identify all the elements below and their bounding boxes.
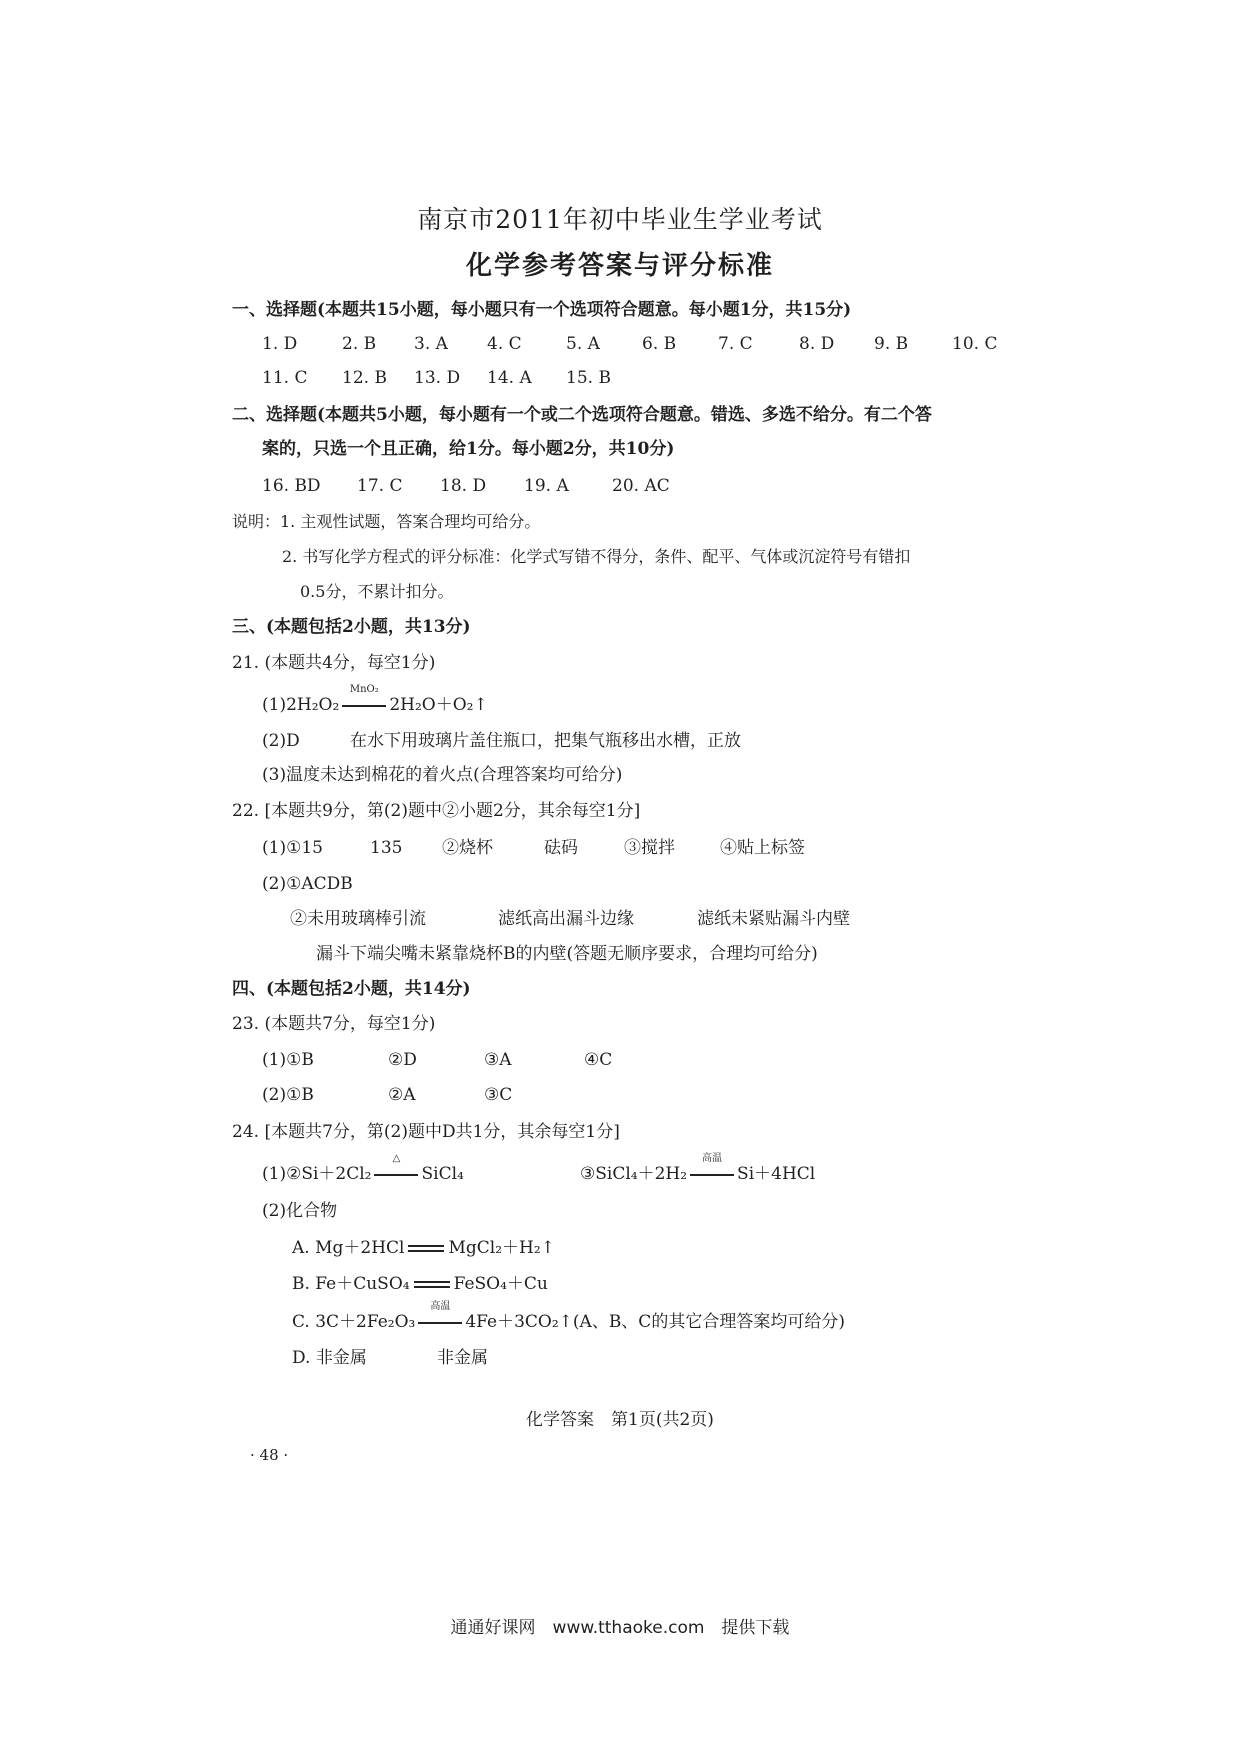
answer-item: ②烧杯 <box>442 838 493 858</box>
reaction-arrow <box>690 1153 734 1183</box>
answer-item: ④贴上标签 <box>720 838 805 858</box>
section3-heading: 三、(本题包括2小题，共13分) <box>232 617 471 637</box>
answer-item: 16. BD <box>262 476 321 496</box>
answer-item: 9. B <box>874 334 909 354</box>
q24-heading: 24. [本题共7分，第(2)题中D共1分，其余每空1分] <box>232 1122 620 1142</box>
equation-bar <box>374 1174 418 1176</box>
answer-item: 4. C <box>487 334 522 354</box>
answer-item: (1)①15 <box>262 838 323 858</box>
answer-item: 2. B <box>342 334 377 354</box>
answer-item: 14. A <box>487 368 532 388</box>
equals-sign <box>414 1281 450 1288</box>
answer-item: 10. C <box>952 334 998 354</box>
answer-item: D. 非金属 <box>292 1348 367 1368</box>
answer-item: 5. A <box>566 334 600 354</box>
answer-item: ②D <box>388 1050 417 1070</box>
page-subtitle: 化学参考答案与评分标准 <box>465 251 774 281</box>
q24-eq2-right: Si＋4HCl <box>737 1164 816 1184</box>
q24-eq1-right: SiCl₄ <box>421 1164 464 1184</box>
q24-eq2-left: ③SiCl₄＋2H₂ <box>580 1164 688 1184</box>
answer-item: 19. A <box>524 476 569 496</box>
equation-bar <box>418 1322 462 1324</box>
q23-heading: 23. (本题共7分，每空1分) <box>232 1014 436 1034</box>
reaction-condition: △ <box>392 1153 401 1164</box>
q24-eqC-right: 4Fe＋3CO₂↑(A、B、C的其它合理答案均可给分) <box>465 1312 845 1332</box>
q21-heading: 21. (本题共4分，每空1分) <box>232 653 436 673</box>
answer-item: (2)①B <box>262 1085 314 1105</box>
reaction-arrow <box>418 1301 462 1331</box>
answer-item: 非金属 <box>437 1348 488 1368</box>
q22-answer2-3: 漏斗下端尖嘴未紧靠烧杯B的内壁(答题无顺序要求，合理均可给分) <box>316 944 818 964</box>
answer-item: 135 <box>370 838 403 858</box>
answer-item: 7. C <box>718 334 753 354</box>
q24-answer2: (2)化合物 <box>262 1201 338 1221</box>
section1-heading: 一、选择题(本题共15小题，每小题只有一个选项符合题意。每小题1分，共15分) <box>232 300 852 320</box>
equation-bar <box>690 1174 734 1176</box>
answer-item: 1. D <box>262 334 298 354</box>
answer-item: ②未用玻璃棒引流 <box>290 909 426 929</box>
q21-answer1-equation <box>262 684 488 715</box>
answer-item: 20. AC <box>612 476 670 496</box>
reaction-arrow <box>374 1153 418 1183</box>
answer-item: 滤纸未紧贴漏斗内壁 <box>697 909 850 929</box>
equals-sign <box>408 1245 444 1252</box>
q24-eqA-right: MgCl₂＋H₂↑ <box>448 1238 555 1258</box>
q24-eq1-left: (1)②Si＋2Cl₂ <box>262 1164 372 1184</box>
note-line3: 0.5分，不累计扣分。 <box>300 582 454 601</box>
q21-a1-left: 2H₂O₂ <box>286 695 340 715</box>
answer-item: 15. B <box>566 368 611 388</box>
answer-item: 滤纸高出漏斗边缘 <box>498 909 634 929</box>
answer-item: ③A <box>484 1050 512 1070</box>
q24-eqC-left: C. 3C＋2Fe₂O₃ <box>292 1312 416 1332</box>
q24-equation-b <box>292 1276 548 1293</box>
q24-equation2 <box>580 1153 816 1184</box>
answer-item: ④C <box>584 1050 613 1070</box>
answer-item: ②A <box>388 1085 416 1105</box>
answer-item: 3. A <box>414 334 448 354</box>
answer-item: 18. D <box>440 476 487 496</box>
answer-item: 6. B <box>642 334 677 354</box>
q24-equation-c <box>292 1301 845 1332</box>
q21-a1-right: 2H₂O＋O₂↑ <box>389 695 488 715</box>
q24-eqA-left: A. Mg＋2HCl <box>292 1238 405 1258</box>
answer-item: 12. B <box>342 368 387 388</box>
section2-heading-line1: 二、选择题(本题共5小题，每小题有一个或二个选项符合题意。错选、多选不给分。有二个答 <box>232 405 932 425</box>
answer-item: ③C <box>484 1085 513 1105</box>
q21-a2-label: (2)D <box>262 731 300 751</box>
answer-item: 8. D <box>799 334 835 354</box>
q22-answer2-1: (2)①ACDB <box>262 874 353 894</box>
reaction-condition: MnO₂ <box>349 684 379 695</box>
q24-equation1 <box>262 1153 464 1184</box>
answer-item: 11. C <box>262 368 308 388</box>
reaction-condition: 高温 <box>702 1153 723 1164</box>
q21-answer3: (3)温度未达到棉花的着火点(合理答案均可给分) <box>262 765 623 785</box>
reaction-condition: 高温 <box>430 1301 451 1312</box>
q21-a2-text: 在水下用玻璃片盖住瓶口，把集气瓶移出水槽，正放 <box>350 731 741 751</box>
section4-heading: 四、(本题包括2小题，共14分) <box>232 979 471 999</box>
note-line2: 2. 书写化学方程式的评分标准：化学式写错不得分，条件、配平、气体或沉淀符号有错扣 <box>282 547 911 566</box>
reaction-arrow <box>342 684 386 714</box>
q21-a1-prefix: (1) <box>262 695 287 715</box>
page-number: · 48 · <box>250 1446 289 1464</box>
answer-item: (1)①B <box>262 1050 314 1070</box>
q22-heading: 22. [本题共9分，第(2)题中②小题2分，其余每空1分] <box>232 801 641 821</box>
download-watermark: 通通好课网 www.tthaoke.com 提供下载 <box>450 1618 790 1638</box>
q24-eqB-left: B. Fe＋CuSO₄ <box>292 1274 410 1294</box>
answer-item: 13. D <box>414 368 461 388</box>
equation-bar <box>342 705 386 707</box>
answer-item: 砝码 <box>544 838 578 858</box>
page-title: 南京市2011年初中毕业生学业考试 <box>417 205 823 234</box>
q24-eqB-right: FeSO₄＋Cu <box>453 1274 548 1294</box>
answer-item: 17. C <box>357 476 403 496</box>
section2-heading-line2: 案的，只选一个且正确，给1分。每小题2分，共10分) <box>262 439 675 459</box>
answer-item: ③搅拌 <box>624 838 675 858</box>
q24-equation-a <box>292 1240 555 1257</box>
page-footer: 化学答案 第1页(共2页) <box>526 1410 714 1430</box>
note-line1: 说明：1. 主观性试题，答案合理均可给分。 <box>232 512 541 531</box>
